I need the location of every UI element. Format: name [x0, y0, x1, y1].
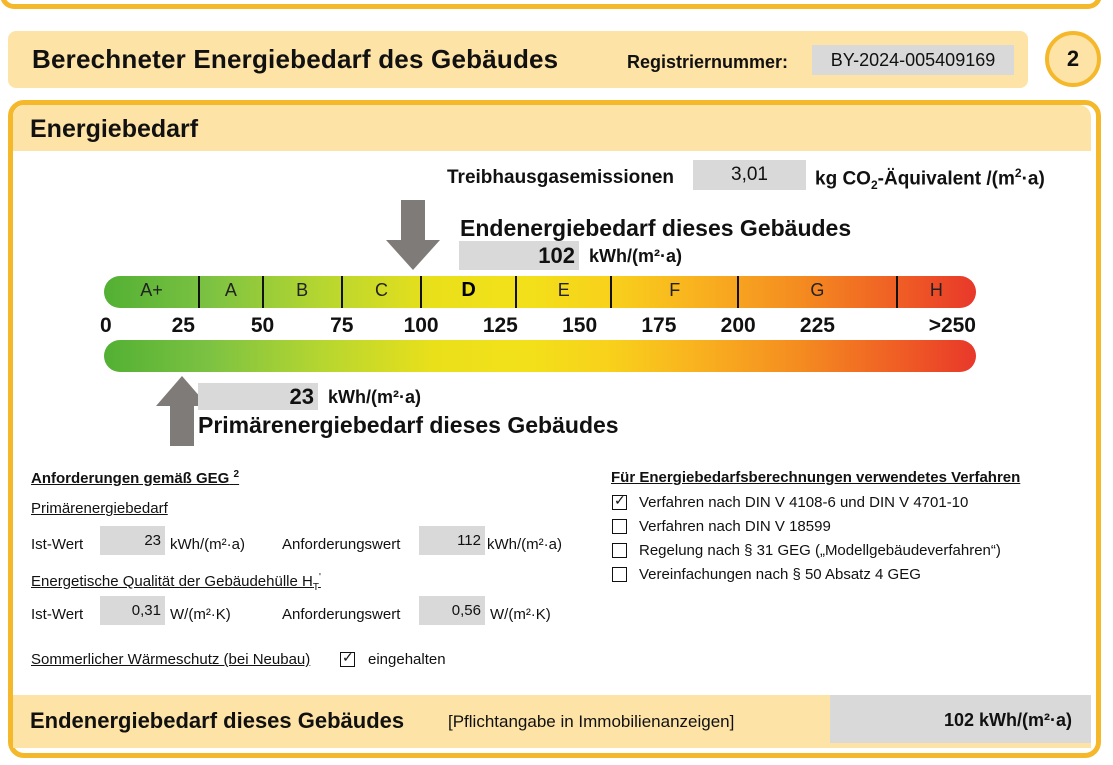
- scale-tick-label: 50: [250, 314, 275, 337]
- class-label-a: A: [224, 280, 237, 300]
- emissions-label: Treibhausgasemissionen: [447, 167, 675, 188]
- checkmark-icon: ✓: [342, 649, 354, 665]
- primary-energy-heading: Primärenergiebedarf: [31, 500, 168, 517]
- end-energy-value-field: 102: [459, 241, 579, 270]
- method-label: Verfahren nach DIN V 4108-6 und DIN V 4701-10: [639, 494, 969, 511]
- primary-energy-label: Primärenergiebedarf dieses Gebäudes: [198, 412, 619, 438]
- emissions-value-field: 3,01: [693, 160, 806, 190]
- primary-energy-value-field: 23: [198, 383, 318, 410]
- method-label: Regelung nach § 31 GEG („Modellgebäudeverfahren“): [639, 542, 1001, 559]
- class-divider: [262, 276, 264, 308]
- envelope-ist-value-field: 0,31: [100, 596, 165, 625]
- section-title: Energiebedarf: [30, 115, 199, 143]
- summer-protection-label: Sommerlicher Wärmeschutz (bei Neubau): [31, 651, 311, 668]
- class-label-c: C: [374, 280, 388, 300]
- scale-tick-label: 200: [720, 314, 756, 337]
- primary-energy-unit: kWh/(m²·a): [328, 387, 421, 407]
- envelope-ist-unit: W/(m²·K): [170, 606, 231, 623]
- class-label-g: G: [810, 280, 825, 300]
- previous-section-border: [0, 0, 1102, 9]
- scale-tick-label: 125: [482, 314, 518, 337]
- footer-note: [Pflichtangabe in Immobilienanzeigen]: [448, 712, 735, 731]
- end-energy-label: Endenergiebedarf dieses Gebäudes: [460, 215, 852, 241]
- emissions-unit: kg $CO_2$-Äquivalent $/(m^2\cdot a)$: [815, 166, 1045, 193]
- ist-unit: kWh/(m²·a): [170, 536, 245, 553]
- class-label-e: E: [557, 280, 570, 300]
- scale-tick-label: >250: [928, 314, 976, 337]
- footer-value: 102 kWh/(m²·a): [944, 710, 1073, 730]
- end-energy-unit: kWh/(m²·a): [589, 246, 682, 266]
- envelope-quality-heading: Energetische Qualität der Gebäudehülle $H_T'$: [31, 572, 321, 593]
- class-divider: [610, 276, 612, 308]
- method-label: Verfahren nach DIN V 18599: [639, 518, 831, 535]
- scale-tick-label: 225: [799, 314, 835, 337]
- energy-class-scale: [104, 276, 976, 308]
- envelope-ist-label: Ist-Wert: [31, 606, 84, 623]
- envelope-requirement-label: Anforderungswert: [282, 606, 401, 623]
- class-divider: [420, 276, 422, 308]
- requirement-label: Anforderungswert: [282, 536, 401, 553]
- scale-tick-label: 0: [100, 314, 112, 337]
- class-label-aplus: A+: [140, 280, 163, 300]
- page-title: Berechneter Energiebedarf des Gebäudes: [32, 44, 559, 74]
- class-divider: [737, 276, 739, 308]
- requirement-value-field: 112: [419, 526, 485, 555]
- method-label: Vereinfachungen nach § 50 Absatz 4 GEG: [639, 566, 921, 583]
- ist-label: Ist-Wert: [31, 536, 84, 553]
- class-divider: [515, 276, 517, 308]
- class-divider: [198, 276, 200, 308]
- methods-title: Für Energiebedarfsberechnungen verwendetes Verfahren: [611, 469, 1021, 486]
- checkmark-icon: ✓: [614, 492, 626, 508]
- page-number-badge: 2: [1045, 31, 1101, 87]
- class-label-h: H: [929, 280, 943, 300]
- scale-tick-label: 175: [641, 314, 677, 337]
- energy-gradient-bar: [104, 340, 976, 372]
- scale-tick-label: 75: [330, 314, 354, 337]
- method-checkbox[interactable]: [612, 492, 627, 510]
- class-divider: [341, 276, 343, 308]
- envelope-requirement-value-field: 0,56: [419, 596, 485, 625]
- requirement-unit: kWh/(m²·a): [487, 536, 562, 553]
- method-checkbox[interactable]: [612, 519, 627, 534]
- scale-tick-label: 100: [403, 314, 439, 337]
- registration-number-field: BY-2024-005409169: [812, 45, 1014, 75]
- ist-value-field: 23: [100, 526, 165, 555]
- method-checkbox[interactable]: [612, 567, 627, 582]
- envelope-requirement-unit: W/(m²·K): [490, 606, 551, 623]
- class-divider: [896, 276, 898, 308]
- requirements-title: Anforderungen gemäß GEG $^2$: [31, 469, 240, 487]
- footer-label: Endenergiebedarf dieses Gebäudes: [30, 708, 405, 733]
- scale-tick-label: 25: [171, 314, 195, 337]
- summer-protection-status: eingehalten: [368, 651, 446, 668]
- class-label-b: B: [296, 280, 309, 300]
- summer-protection-checkbox[interactable]: [340, 649, 355, 667]
- class-label-d: D: [461, 279, 476, 301]
- registration-label: Registriernummer:: [627, 52, 789, 72]
- method-checkbox[interactable]: [612, 543, 627, 558]
- end-energy-arrow-icon: [386, 200, 440, 270]
- scale-tick-label: 150: [562, 314, 598, 337]
- class-label-f: F: [669, 280, 681, 300]
